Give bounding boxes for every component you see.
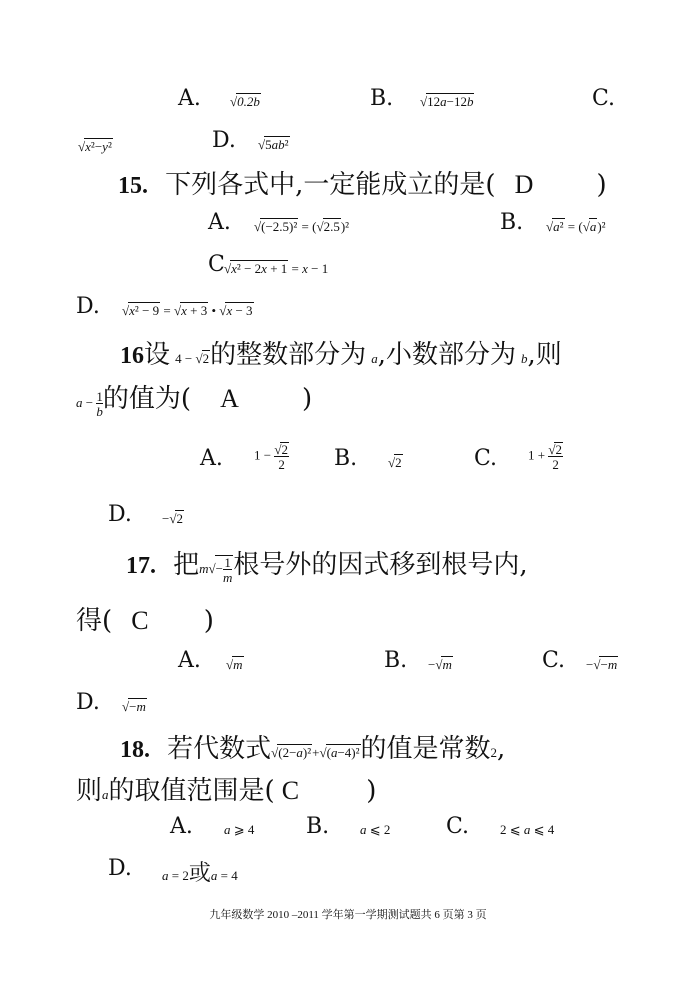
q17-option-c-expr: −√−m <box>586 657 618 672</box>
q15-option-d-label: D. <box>76 294 100 319</box>
q14-option-b-expr: √12a−12b <box>420 94 474 109</box>
question-16-stem: 16设 4 − √2的整数部分为 a,小数部分为 b,则 <box>120 340 562 370</box>
q18-expr: √(2−a)²+√(a−4)² <box>271 745 360 760</box>
q16-option-b-label: B. <box>334 446 358 471</box>
q14-option-c-label: C. <box>592 86 616 111</box>
answer-text: A <box>220 384 239 413</box>
q18-option-b-expr: a ⩽ 2 <box>360 822 391 837</box>
question-18-stem: 18. 若代数式√(2−a)²+√(a−4)²的值是常数2, <box>120 734 506 764</box>
q16-option-d-label: D. <box>108 502 132 527</box>
q15-option-a-label: A. <box>208 210 231 235</box>
q14-option-a-label: A. <box>178 86 201 111</box>
q16-option-b-expr: √2 <box>388 455 402 470</box>
q14-option-d-expr: √5ab² <box>258 137 289 152</box>
q17-option-c-label: C. <box>542 648 566 673</box>
q15-option-d-expr: √x² − 9 = √x + 3 • √x − 3 <box>122 303 253 318</box>
question-15-stem: 15. 下列各式中,一定能成立的是( D ) <box>118 170 607 200</box>
q17-option-d-label: D. <box>76 690 100 715</box>
q15-option-b-expr: √a² = (√a)² <box>546 219 606 234</box>
q16-option-a-label: A. <box>200 446 223 471</box>
question-17-stem: 17. 把m√− $\frac{1}{m}$ 根号外的因式移到根号内, <box>126 550 528 586</box>
answer-text: C <box>131 606 149 635</box>
question-number: 18. <box>120 737 150 763</box>
q16-expr-2: a − $\frac{1}{b}$ <box>76 389 103 420</box>
q17-option-b-label: B. <box>384 648 408 673</box>
q18-option-d-expr: a = 2或a = 4 <box>162 861 238 886</box>
q14-option-c-expr: √x²−y² <box>78 139 112 154</box>
question-number: 15. <box>118 173 148 199</box>
q18-option-a-expr: a ⩾ 4 <box>224 822 255 837</box>
question-16-stem-line2: a − $\frac{1}{b}$ 的值为( A ) <box>76 384 313 420</box>
q18-option-b-label: B. <box>306 814 330 839</box>
question-17-stem-line2: 得( C ) <box>76 606 214 636</box>
q16-expr-1: 4 − √2 <box>175 351 210 366</box>
q17-option-d-expr: √−m <box>122 699 146 714</box>
q14-option-d-label: D. <box>212 128 236 153</box>
question-18-stem-line2: 则a的取值范围是( C ) <box>76 776 377 806</box>
page-footer: 九年级数学 2010 –2011 学年第一学期测试题共 6 页第 3 页 <box>209 909 487 921</box>
q16-option-c-expr: 1 + $\frac{√2}{2}$ <box>528 442 562 472</box>
q18-option-c-expr: 2 ⩽ a ⩽ 4 <box>500 822 555 837</box>
question-number: 16 <box>120 343 144 369</box>
q17-option-a-label: A. <box>178 648 201 673</box>
q16-option-d-expr: −√2 <box>162 511 183 526</box>
q18-option-d-label: D. <box>108 856 132 881</box>
q18-option-a-label: A. <box>170 814 193 839</box>
question-number: 17. <box>126 553 156 579</box>
q16-option-a-expr: 1 − $\frac{√2}{2}$ <box>254 442 288 472</box>
answer-text: D <box>514 170 534 199</box>
q14-option-a-expr: √0.2b <box>230 94 260 109</box>
q18-option-c-label: C. <box>446 814 470 839</box>
q15-option-b-label: B. <box>500 210 524 235</box>
q15-option-a-expr: √(−2.5)² = (√2.5)² <box>254 219 350 234</box>
q14-option-b-label: B. <box>370 86 394 111</box>
q15-option-c-label: C <box>208 252 225 277</box>
q17-option-b-expr: −√m <box>428 657 452 672</box>
q17-option-a-expr: √m <box>226 657 243 672</box>
answer-text: C <box>281 776 300 805</box>
q17-expr: m√− $\frac{1}{m}$ <box>199 555 233 586</box>
q16-option-c-label: C. <box>474 446 498 471</box>
q15-option-c-expr: √x² − 2x + 1 = x − 1 <box>224 261 329 276</box>
